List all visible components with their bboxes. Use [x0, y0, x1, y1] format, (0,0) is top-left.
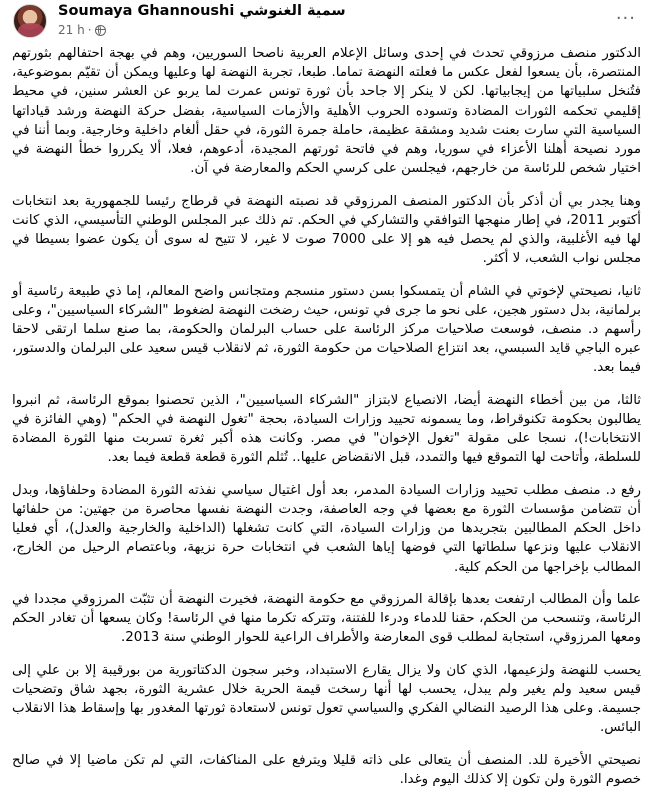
meta-separator: · [87, 23, 92, 37]
post-paragraph: علما وأن المطالب ارتفعت بعدها بإقالة المرزوقي مع حكومة النهضة، فخيرت النهضة أن تثبّت المرزوقي مجددا في الرئاسة، وتنسحب من الحكم، حقنا للدماء ودرءا للفتنة، وتتركه تكرما منها في الرئاسة! وكان يسعها أن تغادر الحكم ومعها المرزوقي، استجابة لمطلب قوى المعارضة والأطراف الراعية للحوار الوطني سنة 2013. [12, 592, 641, 646]
post-paragraph: الدكتور منصف مرزوقي تحدث في إحدى وسائل الإعلام العربية ناصحا السوريين، وهم في بهجة احتفالهم بثورتهم المنتصرة، بأن يسعوا لفعل عكس ما فعلته النهضة تماما. طبعا، تجربة النهضة لها وعليها ويمكن أن تقيّم بموضوعية، فتُنخل سلبياتها من إيجابياتها. لكن لا ينكر إلا جاحد بأن ثورة تونس عمرت لما يربو عن العشر سنين، في محيط إقليمي تحكمه الثورات المضادة وتسوده الحروب الأهلية والأزمات السياسية، بفضل حركة النهضة ورشد قياداتها السياسية التي سارت بعنت شديد ومشقة عظيمة، حاملة جمرة الثورة، في حقل ألغام داخلية وخارجية. وبما أننا في مورد نصيحة أهلنا الأعزاء في سوريا، وهم في فاتحة ثورتهم المجيدة، أدعوهم، فعلا، ألا يكرروا خطأ النهضة في اختيار شخص للرئاسة من خارجهم، فيجلسن على كرسي الحكم والمعارضة في آن. [12, 46, 641, 177]
globe-icon[interactable] [95, 25, 106, 36]
post-body [12, 44, 641, 802]
post-time[interactable]: 21 h [58, 23, 85, 37]
author-name-latin[interactable]: Soumaya Ghannoushi [58, 3, 235, 19]
more-options-icon[interactable]: ··· [615, 8, 636, 29]
post-meta [58, 23, 106, 37]
post-paragraph: يحسب للنهضة ولزعيمها، الذي كان ولا يزال يقارع الاستبداد، وخبر سجون الدكتاتورية من بورقيبة إلا بن علي إلى قيس سعيد ولم يغير ولم يبدل، يحسب لها أنها رسخت قيمة الحرية خلال عشرية الثورة، بجهد شاق وتضحيات جسيمة. وعلى هذا الرصيد النضالي الفكري والسياسي تعول تونس لاستعادة ثورتها المغدور بها وإسقاط هذا الانقلاب البائس. [12, 662, 641, 736]
author-name-arabic[interactable]: سمية الغنوشي [239, 3, 346, 19]
post-paragraph: ثانيا، نصيحتي لإخوتي في الشام أن يتمسكوا بسن دستور منسجم ومتجانس واضح المعالم، إما ذي طبيعة رئاسية أو برلمانية، بدل دستور هجين، على نحو ما جرى في تونس، حيث رضخت النهضة لضغوط "الشركاء السياسيين"، وعلى رأسهم د. منصف، فوسعت صلاحيات مركز الرئاسة على حساب البرلمان والحكومة، بما صنع سلما ارتقى لاحقا عبره الباجي قايد السبسي، بعد انتزاع الصلاحيات من حكومة الثورة، ثم لانقلاب قيس سعيد على البرلمان والدستور، فيما بعد. [12, 283, 641, 376]
post-paragraph: ثالثا، من بين أخطاء النهضة أيضا، الانصياع لابتزاز "الشركاء السياسيين"، الذين تحصنوا بموقع الرئاسة، ثم انبروا يطالبون بحكومة تكنوقراط، وما يسمونه تحييد وزارات السيادة، بحجة "تغول النهضة في الحكم" (وهي الفائزة في الانتخابات!)، نسجا على مقولة "تغول الإخوان" في مصر. وكانت هذه أكبر ثغرة تسربت منها الثورة المضادة للسلطة، وأتاحت لها التموقع فيها والتمدد، قبل الانقضاض عليها.. تُثلم الثورة قطعة قطعة فيما بعد. [12, 392, 641, 466]
author-name[interactable] [58, 3, 346, 19]
post-paragraph: رفع د. منصف مطلب تحييد وزارات السيادة المدمر، بعد أول اغتيال سياسي نفذته الثورة المضادة وحلفاؤها، وبدل أن تتضامن مؤسسات الثورة مع بعضها في وجه العاصفة، وجدت النهضة نفسها محاصرة من جهتين: من حلفائها داخل الحكم المطالبين بتجريدها من وزارات السيادة، التي كانت تشغلها (الداخلية والخارجية والعدل)، أي فعليا الانقلاب عليها ونزعها سلطاتها التي فوضها إياها الشعب في انتخابات حرة نزيهة، وباعتصام الرحيل من الخارج، المطالب بإخراجها من الحكم كلية. [12, 482, 641, 575]
post-paragraph: وهنا يجدر بي أن أذكر بأن الدكتور المنصف المرزوقي قد نصبته النهضة في قرطاج رئيسا للجمهورية بعد انتخابات أكتوبر 2011، في إطار منهجها التوافقي والتشاركي في الحكم. تم ذلك عبر المجلس الوطني التأسيسي، الذي كانت لها فيه الأغلبية، والذي لم يحصل فيه هو إلا على 7000 صوت لا غير، لا تتيح له سوى أن يكون عضوا بسيطا في مجلس نواب الشعب، لا أكثر. [12, 193, 641, 267]
avatar[interactable] [13, 4, 47, 38]
post-paragraph: نصيحتي الأخيرة للد. المنصف أن يتعالى على ذاته قليلا ويترفع على المناكفات، التي لم تكن ماضيا إلا في صالح خصوم الثورة ولن تكون إلا كذلك اليوم وغدا. [12, 752, 641, 788]
